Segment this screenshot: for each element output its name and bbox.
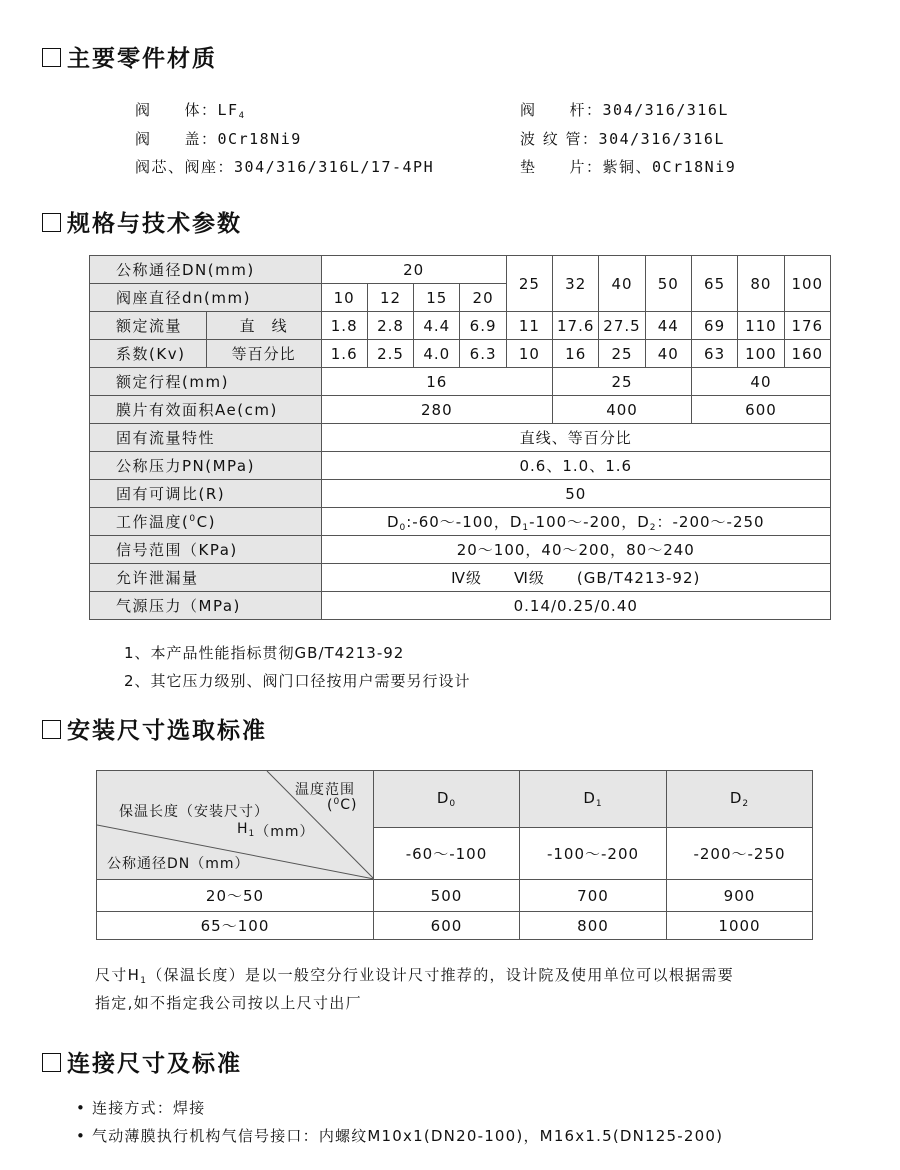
connect-item-2: • 气动薄膜执行机构气信号接口：内螺纹M10x1(DN20-100)，M16x1.5(DN125-200) — [76, 1127, 724, 1145]
checkbox-square-icon — [42, 48, 61, 67]
corner-h1-label: $H_1$ （mm） — [237, 821, 315, 840]
table-row — [97, 912, 813, 940]
table-row — [90, 368, 831, 396]
table-cell: 4.0 — [414, 340, 460, 368]
table-cell: 800 — [520, 912, 667, 940]
table-row — [90, 480, 831, 508]
table-cell: 25 — [506, 256, 552, 312]
table-cell: Ⅳ级 Ⅵ级 (GB/T4213-92) — [321, 564, 830, 592]
head-d2: $D_2$ — [667, 771, 813, 828]
linear-label: 直 线 — [206, 312, 321, 340]
checkbox-square-icon — [42, 720, 61, 739]
section-title-connect: 连接尺寸及标准 — [42, 1045, 242, 1078]
table-cell: 65～100 — [97, 912, 374, 940]
checkbox-square-icon — [42, 213, 61, 232]
size-note-line-1: 尺寸$H_1$（保温长度）是以一般空分行业设计尺寸推荐的，设计院及使用单位可以根据需要 — [95, 966, 735, 986]
corner-length-label: 保温长度（安装尺寸） — [119, 804, 269, 820]
temp-value: $D_0:-60\sim-100$，$D_1-100\sim-200$，$D_2$：-200～-250 — [321, 508, 830, 536]
table-cell: 32 — [553, 256, 599, 312]
table-cell: 176 — [784, 312, 830, 340]
table-cell: 15 — [414, 284, 460, 312]
table-cell: 10 — [321, 284, 367, 312]
material-gasket: 垫 片：紫铜、0Cr18Ni9 — [520, 158, 737, 176]
table-cell: 17.6 — [553, 312, 599, 340]
table-cell: 6.9 — [460, 312, 506, 340]
material-core: 阀芯、阀座：304/316/316L/17-4PH — [135, 158, 435, 176]
head-d1: $D_1$ — [520, 771, 667, 828]
table-cell: 63 — [691, 340, 737, 368]
table-cell: 69 — [691, 312, 737, 340]
seat-label: 阀座直径dn(mm) — [90, 284, 322, 312]
table-cell: -200～-250 — [667, 827, 813, 879]
table-row — [90, 256, 831, 284]
r-label: 固有可调比(R) — [90, 480, 322, 508]
table-cell: 16 — [553, 340, 599, 368]
table-row — [90, 564, 831, 592]
table-cell: -100～-200 — [520, 827, 667, 879]
table-cell: 4.4 — [414, 312, 460, 340]
table-cell: 12 — [367, 284, 413, 312]
head-d0: $D_0$ — [374, 771, 520, 828]
table-cell: 900 — [667, 880, 813, 912]
material-stem: 阀 杆：304/316/316L — [520, 101, 729, 119]
material-body: 阀 体：$LF_4$ — [135, 101, 246, 121]
table-cell: 600 — [374, 912, 520, 940]
section-title-materials: 主要零件材质 — [42, 40, 217, 73]
table-cell: 0.6、1.0、1.6 — [321, 452, 830, 480]
dn-label: 公称通径DN(mm) — [90, 256, 322, 284]
table-cell: 2.8 — [367, 312, 413, 340]
note-2: 2、其它压力级别、阀门口径按用户需要另行设计 — [124, 672, 471, 690]
table-row — [90, 592, 831, 620]
table-cell: -60～-100 — [374, 827, 520, 879]
table-cell: 1.8 — [321, 312, 367, 340]
table-cell: 直线、等百分比 — [321, 424, 830, 452]
table-cell: 500 — [374, 880, 520, 912]
table-cell: 100 — [738, 340, 784, 368]
table-cell: 25 — [599, 340, 645, 368]
table-cell: 40 — [599, 256, 645, 312]
table-cell: 100 — [784, 256, 830, 312]
table-row — [90, 312, 831, 340]
table-row — [97, 880, 813, 912]
table-row — [90, 536, 831, 564]
air-label: 气源压力（MPa) — [90, 592, 322, 620]
table-row — [90, 340, 831, 368]
temp-label: 工作温度($^0$C) — [90, 508, 322, 536]
table-cell: 1.6 — [321, 340, 367, 368]
table-cell: 11 — [506, 312, 552, 340]
table-row — [90, 452, 831, 480]
corner-temp-label: 温度范围 — [295, 782, 355, 798]
spec-table — [89, 255, 831, 620]
size-table — [96, 770, 813, 940]
dn-20: 20 — [321, 256, 506, 284]
table-cell: 2.5 — [367, 340, 413, 368]
table-cell: 1000 — [667, 912, 813, 940]
table-cell: 6.3 — [460, 340, 506, 368]
table-cell: 80 — [738, 256, 784, 312]
table-cell: 25 — [553, 368, 692, 396]
table-cell: 27.5 — [599, 312, 645, 340]
corner-temp-unit: ($^0$ C) — [327, 797, 358, 814]
material-bellows: 波 纹 管：304/316/316L — [520, 130, 725, 148]
material-bonnet: 阀 盖：0Cr18Ni9 — [135, 130, 302, 148]
table-cell: 20 — [460, 284, 506, 312]
connect-item-1: • 连接方式：焊接 — [76, 1099, 206, 1117]
flow-label-2: 系数(Kv) — [90, 340, 207, 368]
stroke-label: 额定行程(mm) — [90, 368, 322, 396]
table-cell: 280 — [321, 396, 553, 424]
flow-label-1: 额定流量 — [90, 312, 207, 340]
table-cell: 400 — [553, 396, 692, 424]
char-label: 固有流量特性 — [90, 424, 322, 452]
table-cell: 10 — [506, 340, 552, 368]
table-cell: 110 — [738, 312, 784, 340]
table-cell: 50 — [645, 256, 691, 312]
table-cell: 700 — [520, 880, 667, 912]
table-cell: 50 — [321, 480, 830, 508]
note-1: 1、本产品性能指标贯彻GB/T4213-92 — [124, 644, 405, 662]
table-cell: 65 — [691, 256, 737, 312]
table-row — [97, 771, 813, 828]
table-row — [90, 424, 831, 452]
corner-dn-label: 公称通径DN（mm） — [107, 856, 250, 872]
size-note-line-2: 指定,如不指定我公司按以上尺寸出厂 — [95, 994, 362, 1012]
table-cell: 40 — [645, 340, 691, 368]
table-cell: 40 — [691, 368, 830, 396]
equal-label: 等百分比 — [206, 340, 321, 368]
table-row — [90, 396, 831, 424]
checkbox-square-icon — [42, 1053, 61, 1072]
table-cell: 20～100，40～200，80～240 — [321, 536, 830, 564]
table-cell: 160 — [784, 340, 830, 368]
corner-cell — [97, 771, 374, 880]
pn-label: 公称压力PN(MPa) — [90, 452, 322, 480]
table-cell: 16 — [321, 368, 553, 396]
section-title-install: 安装尺寸选取标准 — [42, 712, 267, 745]
table-cell: 600 — [691, 396, 830, 424]
signal-label: 信号范围（KPa) — [90, 536, 322, 564]
section-title-specs: 规格与技术参数 — [42, 205, 242, 238]
table-cell: 44 — [645, 312, 691, 340]
table-cell: 20～50 — [97, 880, 374, 912]
table-row — [90, 508, 831, 536]
leak-label: 允许泄漏量 — [90, 564, 322, 592]
table-cell: 0.14/0.25/0.40 — [321, 592, 830, 620]
area-label: 膜片有效面积Ae(cm) — [90, 396, 322, 424]
